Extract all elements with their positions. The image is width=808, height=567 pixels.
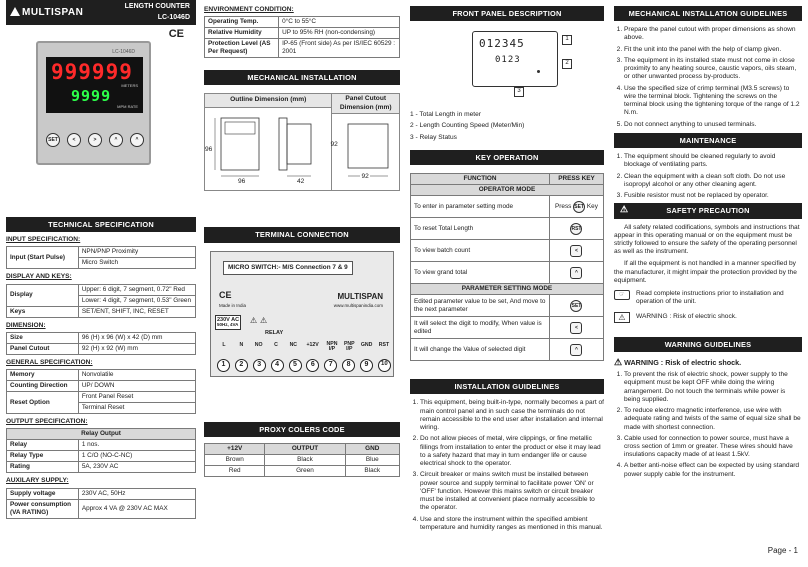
key-op-row-3-keys — [549, 240, 603, 262]
key-word: Key — [586, 202, 598, 210]
device-inc-key[interactable]: ^ — [109, 133, 123, 147]
terminal-made-in: Made in India — [219, 302, 247, 308]
column-2 — [204, 0, 400, 477]
relay-value: 1 nos. — [78, 440, 195, 451]
list-item: 5. Do not connect anything to unused terminals. — [624, 121, 802, 129]
key-op-row-3: To view batch count — [411, 240, 550, 262]
env-key-2: Relative Humidity — [205, 28, 279, 39]
key-op-row-4: To view grand total — [411, 262, 550, 284]
proxy-head-output: OUTPUT — [265, 443, 345, 454]
terminal-5: 5 — [289, 359, 302, 372]
device-set-key[interactable]: SET — [46, 133, 60, 147]
cutout-label: Panel Cutout — [7, 343, 79, 354]
rating-label: Rating — [7, 462, 79, 473]
left-key-icon[interactable]: < — [570, 245, 582, 257]
press-key-header: PRESS KEY — [549, 174, 603, 185]
proxy-table — [204, 443, 400, 477]
callout-1: 1 — [562, 35, 572, 45]
operator-mode-header: OPERATOR MODE — [411, 185, 604, 196]
column-3 — [410, 0, 604, 535]
terminal-numbers — [217, 359, 391, 372]
shock-warning-icon: ⚠ — [614, 312, 630, 323]
term-label-pnp: PNP I/P — [343, 340, 355, 352]
lower-unit: MPM RATE — [117, 104, 138, 109]
rating-value: 5A, 230V AC — [78, 462, 195, 473]
installation-title: INSTALLATION GUIDELINES — [410, 379, 604, 394]
term-label-no: NO — [254, 341, 263, 348]
size-value: 96 (H) x 96 (W) x 42 (D) mm — [78, 332, 195, 343]
key-op-row-2-keys — [549, 218, 603, 240]
memory-label: Memory — [7, 370, 79, 381]
relay-type-label: Relay Type — [7, 451, 79, 462]
cutout-panel — [332, 94, 399, 190]
supply-label: Supply voltage — [7, 488, 79, 499]
function-header: FUNCTION — [411, 174, 550, 185]
terminal-10: 10 — [378, 359, 391, 372]
proxy-cell: Green — [265, 465, 345, 476]
proxy-cell: Red — [205, 465, 265, 476]
terminal-3: 3 — [253, 359, 266, 372]
column-4 — [614, 0, 802, 482]
key-op-row-4-keys — [549, 262, 603, 284]
terminal-9: 9 — [360, 359, 373, 372]
terminal-diagram — [210, 251, 394, 377]
device-front — [36, 41, 151, 165]
terminal-title: TERMINAL CONNECTION — [204, 227, 400, 242]
terminal-6: 6 — [306, 359, 319, 372]
upper-unit: METERS — [121, 83, 138, 88]
warning-icon: ⚠ — [614, 356, 623, 367]
set-key-icon[interactable]: SET — [570, 300, 582, 312]
mech-install-title: MECHANICAL INSTALLATION — [204, 70, 400, 85]
keys-label: Keys — [7, 306, 79, 317]
outline-dim-w: 96 — [238, 178, 246, 186]
terminal-1: 1 — [217, 359, 230, 372]
output-table — [6, 428, 196, 473]
parameter-mode-header: PARAMETER SETTING MODE — [411, 284, 604, 295]
logo-mark-icon — [10, 7, 20, 16]
env-heading: ENVIRONMENT CONDITION: — [204, 6, 294, 13]
warning-icon: ⚠ — [250, 315, 258, 325]
supply-value: 230V AC, 50Hz — [78, 488, 195, 499]
power-value: Approx 4 VA @ 230V AC MAX — [78, 499, 195, 518]
outline-dim-d: 42 — [297, 178, 305, 186]
cutout-dim-w: 92 — [361, 173, 369, 181]
list-item: 1. This equipment, being built-in-type, normally becomes a part of main control panel and in such case the terminals do not remain accessible to the end user after installation and internal wiring. — [420, 399, 604, 432]
env-table — [204, 16, 400, 58]
term-label-l: L — [222, 341, 226, 348]
up-key-icon[interactable]: ^ — [570, 344, 582, 356]
key-op-row-7: It will change the Value of selected digit — [411, 339, 550, 361]
env-val-3: IP-65 (Front side) As per IS/IEC 60529 : 2001 — [279, 39, 400, 58]
tech-spec-title: TECHNICAL SPECIFICATION — [6, 217, 196, 232]
list-item: 1. To prevent the risk of electric shock, power supply to the equipment must be kept OFF while doing the wiring arrangement. Do not touch the terminals while power is being supplied. — [624, 371, 802, 404]
keys-value: SET/ENT, SHIFT, INC, RESET — [78, 306, 195, 317]
device-keys — [46, 133, 144, 147]
list-item: 3. Cable used for connection to power source, must have a cross section of 1mm or greater. These wires should have insulations capacity made of at least 1.5kV. — [624, 435, 802, 460]
list-item: 3. Circuit breaker or mains switch must be installed between power source and supply terminal to facilitate power 'ON' or 'OFF' function. However this mains switch or circuit breaker must be installed at convenient place normally accessible to the operator. — [420, 471, 604, 512]
dimension-table — [6, 332, 196, 355]
safety-paragraph-2: If all the equipment is not handled in a manner specified by the manufacturer, it might impair the protection provided by the equipment. — [614, 260, 797, 284]
safety-note-2: ⚠ WARNING : Risk of electric shock. — [614, 312, 802, 323]
key-op-row-7-keys — [549, 339, 603, 361]
callout-2: 2 — [562, 59, 572, 69]
callout-3: 3 — [514, 87, 524, 97]
term-label-npn: NPN I/P — [326, 340, 338, 352]
front-panel-diagram — [410, 27, 604, 99]
terminal-ce: CE — [219, 289, 232, 300]
warning-guidelines-title: WARNING GUIDELINES — [614, 337, 802, 352]
key-op-row-1: To enter in parameter setting mode — [411, 196, 550, 218]
list-item: 3. Fusible resistor must not be replaced by operator. — [624, 192, 802, 200]
device-reset-key[interactable]: ^ — [130, 133, 144, 147]
env-val-2: UP to 95% RH (non-condensing) — [279, 28, 400, 39]
maintenance-list — [614, 153, 802, 200]
read-manual-icon: ☞ — [614, 290, 630, 300]
term-label-c: C — [274, 341, 278, 348]
display-table — [6, 284, 196, 318]
reset-value-1: Front Panel Reset — [78, 392, 195, 403]
mech-diagram — [204, 93, 400, 191]
warning-list — [614, 371, 802, 479]
key-op-row-2: To reset Total Length — [411, 218, 550, 240]
warning-icon-2: ⚠ — [260, 315, 268, 325]
safety-paragraph-1: All safety related codifications, symbols and instructions that appear in this operating manual or on the equipment must be strictly followed to ensure the safety of the operating personnel as well as the instrument. — [614, 223, 800, 256]
proxy-head-gnd: GND — [345, 443, 400, 454]
front-panel-title: FRONT PANEL DESCRIPTION — [410, 6, 604, 21]
front-bottom-display: 0123 — [495, 55, 521, 66]
display-heading: DISPLAY AND KEYS: — [6, 273, 72, 281]
model-title: LENGTH COUNTER — [124, 3, 190, 10]
terminal-web: www.multispanindia.com — [333, 302, 383, 308]
key-op-row-6-keys — [549, 317, 603, 339]
front-panel-box — [472, 31, 558, 87]
reset-value-2: Terminal Reset — [78, 403, 195, 414]
key-op-row-5: Edited parameter value to be set, And move to the next parameter — [411, 295, 550, 317]
device-label: LC-1046D — [112, 49, 135, 55]
outline-panel — [205, 94, 332, 190]
list-item: 1. The equipment should be cleaned regularly to avoid blockage of ventilating parts. — [624, 153, 802, 169]
list-item: 2. Clean the equipment with a clean soft cloth. Do not use isopropyl alcohol or any other cleaning agent. — [624, 173, 802, 189]
list-item: 1. Prepare the panel cutout with proper dimensions as shown above. — [624, 26, 802, 42]
upper-display: 999999 — [51, 60, 133, 84]
lower-display: 9999 — [71, 87, 112, 105]
reset-key-icon[interactable]: RST — [570, 223, 582, 235]
list-item: 4. A better anti-noise effect can be expected by using standard power supply cable for the instrument. — [624, 462, 802, 478]
left-key-icon[interactable]: < — [570, 322, 582, 334]
relay-type-value: 1 C/O (NO-C-NC) — [78, 451, 195, 462]
device-shift-key[interactable]: < — [67, 133, 81, 147]
counting-label: Counting Direction — [7, 381, 79, 392]
display-label: Display — [7, 284, 79, 306]
aux-heading: AUXILARY SUPPLY: — [6, 477, 69, 485]
maintenance-title: MAINTENANCE — [614, 133, 802, 148]
term-label-12v: +12V — [306, 341, 319, 348]
proxy-cell: Black — [345, 465, 400, 476]
list-item: 3. The equipment in its installed state must not come in close proximity to any heating source, caustic vapors, oils steam, or other unwanted process by-products. — [624, 57, 802, 82]
up-key-icon[interactable]: ^ — [570, 267, 582, 279]
input-spec-heading: INPUT SPECIFICATION: — [6, 236, 81, 244]
general-table — [6, 369, 196, 414]
warning-head: ⚠ WARNING : Risk of electric shock. — [614, 356, 742, 367]
front-item-1: 1 - Total Length in meter — [410, 111, 481, 119]
display-value-1: Upper: 6 digit, 7 segment, 0.72" Red — [78, 284, 195, 295]
relay-label: RELAY — [265, 329, 284, 336]
device-dec-key[interactable]: > — [88, 133, 102, 147]
key-operation-title: KEY OPERATION — [410, 150, 604, 165]
env-key-3: Protection Level (AS Per Request) — [205, 39, 279, 58]
cutout-dim-h: 92 — [330, 141, 338, 149]
terminal-labels — [217, 342, 391, 352]
term-label-n: N — [239, 341, 244, 348]
input-table — [6, 246, 196, 269]
safety-note-1: ☞ Read complete instructions prior to installation and operation of the unit. — [614, 290, 802, 306]
proxy-head-12v: +12V — [205, 443, 265, 454]
ce-mark: CE — [168, 28, 184, 40]
dimension-heading: DIMENSION: — [6, 321, 46, 329]
output-heading: OUTPUT SPECIFICATION: — [6, 418, 88, 426]
list-item: 4. Use and store the instrument within the specified ambient temperature and humidity ranges as mentioned in this manual. — [420, 516, 604, 532]
terminal-4: 4 — [271, 359, 284, 372]
list-item: 4. Use the specified size of crimp terminal (M3.5 screws) to wire the terminal block. Tightening the screws on the terminal block using the tightening torque of the range of 1.2 N.m. — [624, 85, 802, 118]
input-value-1: NPN/PNP Proximity — [78, 247, 195, 258]
relay-output-header: Relay Output — [7, 429, 196, 440]
memory-value: Nonvolatile — [78, 370, 195, 381]
terminal-logo: MULTISPAN — [337, 291, 383, 301]
safety-title: ⚠ SAFETY PRECAUTION — [614, 203, 802, 218]
list-item: 2. Fit the unit into the panel with the help of clamp given. — [624, 46, 802, 54]
set-key-icon[interactable]: SET — [573, 201, 585, 213]
front-item-3: 3 - Relay Status — [410, 133, 457, 141]
size-label: Size — [7, 332, 79, 343]
micro-switch-note: MICRO SWITCH:- M/S Connection 7 & 9 — [223, 261, 353, 275]
outline-dim-h: 96 — [205, 146, 213, 154]
list-item: 2. To reduce electro magnetic interference, use wire with adequate rating and twists of the same of equal size shall be made with shortest connection. — [624, 407, 802, 432]
terminal-supply: 230V AC 50Hz, 4VA — [215, 315, 241, 330]
outline-drawing — [207, 110, 331, 186]
term-label-nc: NC — [289, 341, 298, 348]
aux-table — [6, 488, 196, 519]
mech-guidelines-title: MECHANICAL INSTALLATION GUIDELINES — [614, 6, 802, 21]
term-label-gnd: GND — [360, 341, 373, 348]
model-code: LC-1046D — [157, 14, 190, 21]
terminal-8: 8 — [342, 359, 355, 372]
term-label-rst: RST — [378, 341, 390, 348]
key-op-row-1-keys — [549, 196, 603, 218]
list-item: 2. Do not allow pieces of metal, wire clippings, or fine metallic fillings from installation to enter the product or else it may lead to a safety hazard that may in turn endanger life or cause electrical shock to the operator. — [420, 435, 604, 468]
proxy-cell: Black — [265, 454, 345, 465]
page-number: Page - 1 — [767, 546, 798, 555]
general-heading: GENERAL SPECIFICATION: — [6, 358, 93, 366]
input-value-2: Micro Switch — [78, 258, 195, 269]
proxy-cell: Blue — [345, 454, 400, 465]
relay-status-led — [537, 70, 540, 73]
mech-guidelines-list — [614, 26, 802, 129]
terminal-7: 7 — [324, 359, 337, 372]
power-label: Power consumption (VA RATING) — [7, 499, 79, 518]
key-operation-table — [410, 173, 604, 361]
press-word: Press — [555, 202, 572, 210]
warning-icon: ⚠ — [620, 204, 629, 215]
proxy-title: PROXY COLERS CODE — [204, 422, 400, 437]
brand-logo: MULTISPAN — [10, 7, 83, 20]
terminal-2: 2 — [235, 359, 248, 372]
device-display — [46, 57, 143, 113]
front-top-display: 012345 — [479, 37, 525, 51]
proxy-cell: Brown — [205, 454, 265, 465]
outline-title: Outline Dimension (mm) — [205, 94, 331, 107]
relay-label: Relay — [7, 440, 79, 451]
env-key-1: Operating Temp. — [205, 17, 279, 28]
key-op-row-5-keys — [549, 295, 603, 317]
header-band — [6, 0, 196, 25]
key-op-row-6: It will select the digit to modify, When value is edited — [411, 317, 550, 339]
installation-list — [410, 399, 604, 532]
front-item-2: 2 - Length Counting Speed (Meter/Min) — [410, 122, 525, 130]
cutout-value: 92 (H) x 92 (W) mm — [78, 343, 195, 354]
env-val-1: 0°C to 55°C — [279, 17, 400, 28]
reset-label: Reset Option — [7, 392, 79, 414]
counting-value: UP/ DOWN — [78, 381, 195, 392]
input-label: Input (Start Pulse) — [7, 247, 79, 269]
cutout-title: Panel Cutout Dimension (mm) — [332, 94, 399, 113]
column-1 — [6, 0, 196, 519]
display-value-2: Lower: 4 digit, 7 segment, 0.53" Green — [78, 295, 195, 306]
